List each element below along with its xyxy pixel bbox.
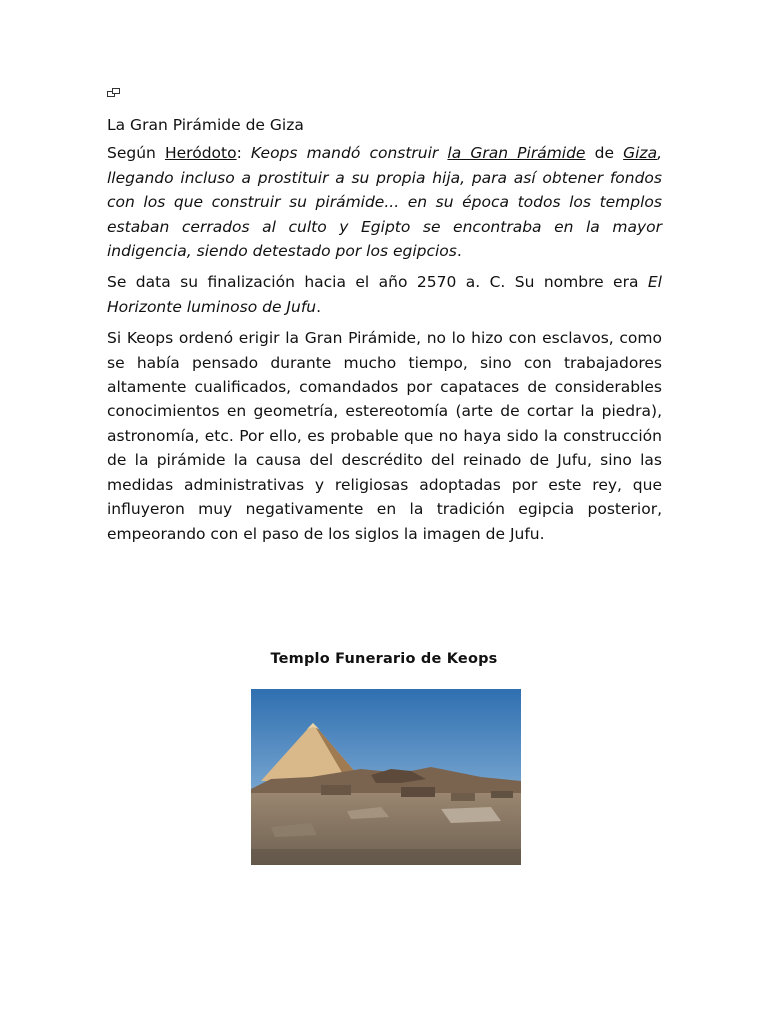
paragraph-date: [107, 270, 662, 319]
p1-quote-b: , llegando incluso a prostituir a su propia hija, para así obtener fondos con los que construir su pirámide... en su época todos los templos estaban cerrados al culto y Egipto se encontraba en la mayor indigencia, siendo detestado por los egipcios: [107, 144, 662, 261]
p1-colon: :: [236, 144, 251, 163]
herodoto-link[interactable]: Heródoto: [164, 144, 237, 163]
anchor-icon: [107, 88, 120, 98]
p2-name: El Horizonte luminoso de Jufu: [107, 273, 662, 316]
p2-period: .: [316, 297, 322, 316]
section-heading: La Gran Pirámide de Giza: [107, 116, 304, 134]
p1-quote-de: de: [585, 144, 624, 163]
p1-intro: Según: [107, 144, 165, 163]
giza-link[interactable]: Giza: [623, 144, 658, 163]
article-body: [107, 113, 662, 553]
p1-period: .: [456, 242, 462, 261]
paragraph-workers: Si Keops ordenó erigir la Gran Pirámide, no lo hizo con esclavos, como se había pensado durante mucho tiempo, sino con trabajadores altamente cualificados, comandados por capataces de considerables conocimientos en geometría, estereotomía (arte de cortar la piedra), astronomía, etc. Por ello, es probable que no haya sido la construcción de la pirámide la causa del descrédito del reinado de Jufu, sino las medidas administrativas y religiosas adoptadas por este rey, que influyeron muy negativamente en la tradición egipcia posterior, empeorando con el paso de los siglos la imagen de Jufu.: [107, 329, 662, 543]
p1-quote-a: Keops mandó construir: [250, 144, 448, 163]
image-caption: Templo Funerario de Keops: [270, 651, 498, 667]
paragraph-herodoto: [107, 141, 662, 263]
gran-piramide-link[interactable]: la Gran Pirámide: [447, 144, 586, 163]
pyramid-photo: [251, 689, 521, 865]
p2-text: Se data su finalización hacia el año 2570 a. C. Su nombre era: [107, 273, 648, 292]
